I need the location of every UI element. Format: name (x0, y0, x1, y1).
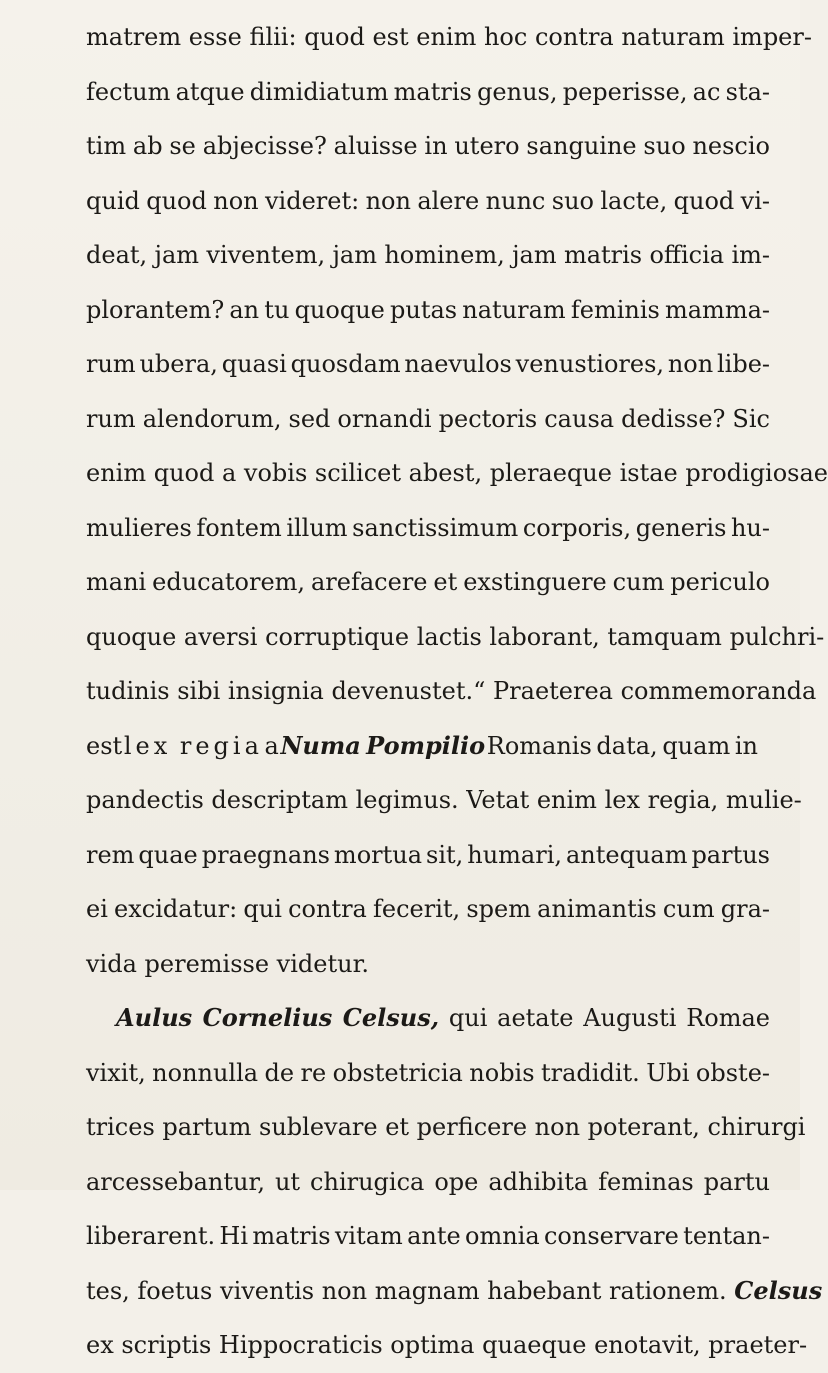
text-line-4: quid quod non videret: non alere nunc suo lacte, quod vi- (86, 186, 770, 215)
text-line-3: tim ab se abjecisse? aluisse in utero sanguine suo nescio (86, 132, 770, 160)
text-line-8: rum alendorum, sed ornandi pectoris causa dedisse? Sic (86, 404, 770, 433)
text-line-13: tudinis sibi insignia devenustet.“ Praeterea commemoranda (86, 677, 817, 705)
text-line-6: plorantem? an tu quoque putas naturam feminis mamma- (86, 295, 770, 324)
text-line-21: trices partum sublevare et perficere non poterant, chirurgi (86, 1113, 806, 1141)
text-line-18: vida peremisse videtur. (86, 949, 370, 978)
text-line-15: pandectis descriptam legimus. Vetat enim lex regia, mulie- (86, 786, 802, 814)
text-line-11: mani educatorem, arefacere et exstinguere cum periculo (86, 568, 770, 596)
text-line-9: enim quod a vobis scilicet abest, pleraeque istae prodigiosae (86, 459, 828, 487)
text-line-23: liberarent. Hi matris vitam ante omnia conservare tentan- (86, 1222, 770, 1250)
text-line-10: mulieres fontem illum sanctissimum corporis, generis hu- (86, 513, 770, 542)
text-line-25: ex scriptis Hippocraticis optima quaeque enotavit, praeter- (86, 1331, 808, 1359)
text-line-14: est lex regia a Numa Pompilio Romanis data, quam in (86, 730, 758, 760)
text-line-7: rum ubera, quasi quosdam naevulos venustiores, non libe- (86, 350, 770, 378)
text-line-19: Aulus Cornelius Celsus, qui aetate Augusti Romae (116, 1003, 770, 1032)
text-line-20: vixit, nonnulla de re obstetricia nobis tradidit. Ubi obste- (86, 1058, 770, 1087)
text-line-16: rem quae praegnans mortua sit, humari, antequam partus (86, 840, 770, 869)
body-text (86, 10, 828, 1373)
text-line-12: quoque aversi corruptique lactis laborant, tamquam pulchri- (86, 622, 825, 651)
text-line-5: deat, jam viventem, jam hominem, jam matris officia im- (86, 241, 770, 269)
text-line-17: ei excidatur: qui contra fecerit, spem animantis cum gra- (86, 895, 770, 923)
text-line-1: matrem esse filii: quod est enim hoc contra naturam imper- (86, 23, 812, 51)
text-line-22: arcessebantur, ut chirugica ope adhibita feminas partu (86, 1167, 770, 1196)
text-line-24: tes, foetus viventis non magnam habebant rationem. Celsus (86, 1275, 823, 1305)
text-line-2: fectum atque dimidiatum matris genus, peperisse, ac sta- (86, 77, 771, 106)
